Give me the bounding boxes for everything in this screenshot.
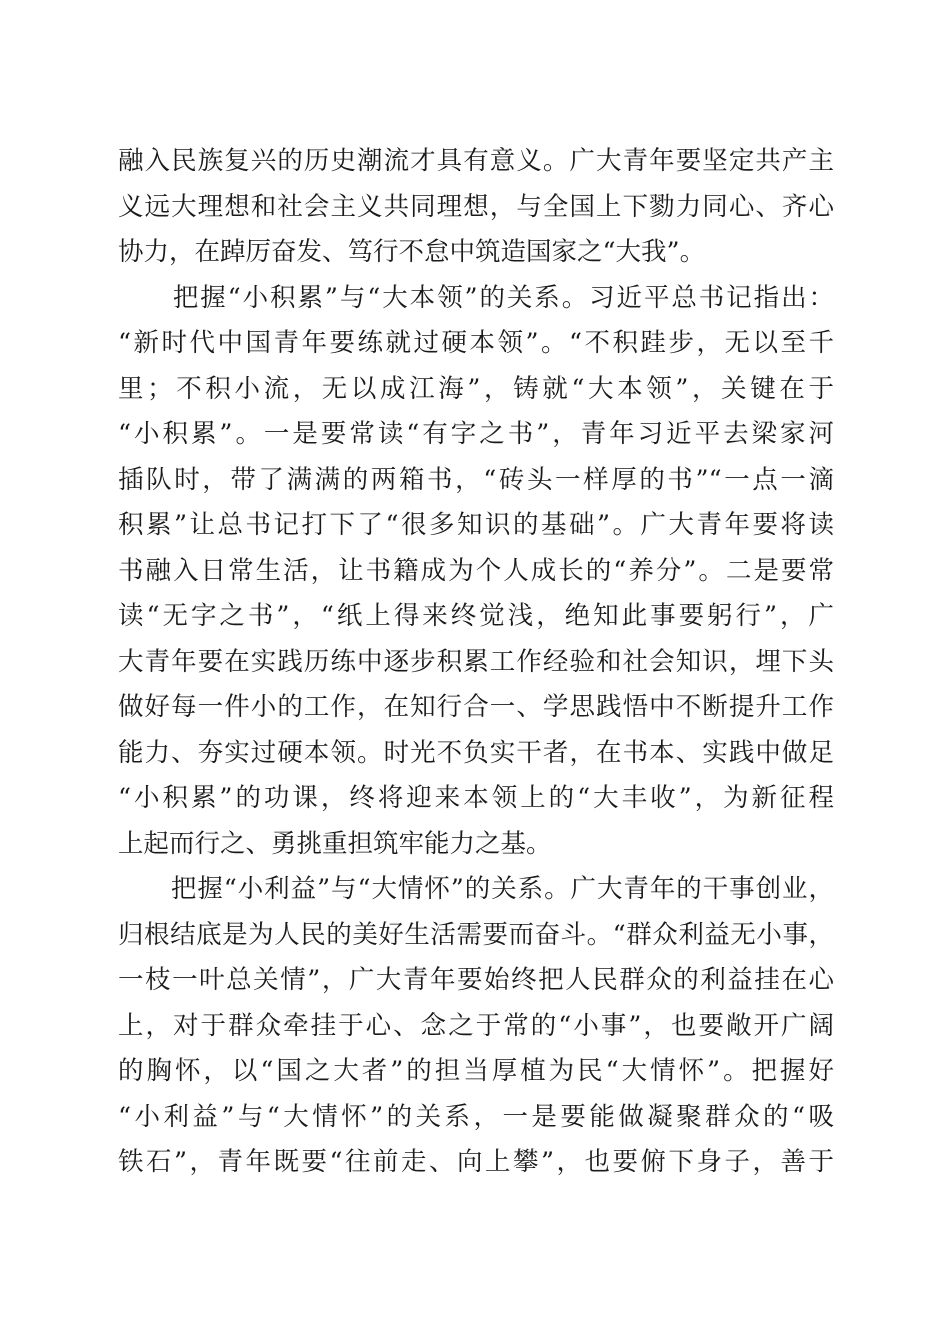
text-line: 归根结底是为人民的美好生活需要而奋斗。“群众利益无小事， — [118, 919, 834, 950]
text-line: 积累”让总书记打下了“很多知识的基础”。广大青年要将读 — [118, 510, 834, 540]
text-line: 做好每一件小的工作，在知行合一、学思践悟中不断提升工作 — [118, 692, 834, 722]
text-line: 铁石”，青年既要“往前走、向上攀”，也要俯下身子，善于 — [118, 1147, 834, 1177]
text-line: 能力、夯实过硬本领。时光不负实干者，在书本、实践中做足 — [118, 737, 834, 768]
text-line: 插队时，带了满满的两箱书，“砖头一样厚的书”“一点一滴 — [118, 464, 834, 495]
text-line: “新时代中国青年要练就过硬本领”。“不积跬步，无以至千 — [118, 328, 834, 358]
text-line: 上起而行之、勇挑重担筑牢能力之基。 — [118, 828, 552, 859]
text-line: 融入民族复兴的历史潮流才具有意义。广大青年要坚定共产主 — [118, 146, 834, 176]
text-line: “小积累”的功课，终将迎来本领上的“大丰收”，为新征程 — [118, 783, 834, 813]
text-line: 书融入日常生活，让书籍成为个人成长的“养分”。二是要常 — [118, 555, 834, 586]
text-line: 一枝一叶总关情”，广大青年要始终把人民群众的利益挂在心 — [118, 965, 834, 995]
text-line: 把握“小利益”与“大情怀”的关系。广大青年的干事创业， — [118, 874, 834, 904]
text-line: “小利益”与“大情怀”的关系，一是要能做凝聚群众的“吸 — [118, 1101, 834, 1132]
text-line: 大青年要在实践历练中逐步积累工作经验和社会知识，埋下头 — [118, 646, 834, 677]
text-line: 里；不积小流，无以成江海”，铸就“大本领”，关键在于 — [118, 373, 834, 404]
text-line: 读“无字之书”，“纸上得来终觉浅，绝知此事要躬行”，广 — [118, 601, 834, 631]
text-line: 把握“小积累”与“大本领”的关系。习近平总书记指出： — [118, 282, 834, 313]
text-line: 上，对于群众牵挂于心、念之于常的“小事”，也要敞开广阔 — [118, 1010, 834, 1041]
text-line: 协力，在踔厉奋发、笃行不怠中筑造国家之“大我”。 — [118, 237, 706, 267]
body-text — [118, 139, 834, 1186]
text-line: 义远大理想和社会主义共同理想，与全国上下勠力同心、齐心 — [118, 191, 834, 222]
text-line: “小积累”。一是要常读“有字之书”，青年习近平去梁家河 — [118, 419, 834, 449]
text-line: 的胸怀，以“国之大者”的担当厚植为民“大情怀”。把握好 — [118, 1056, 834, 1086]
